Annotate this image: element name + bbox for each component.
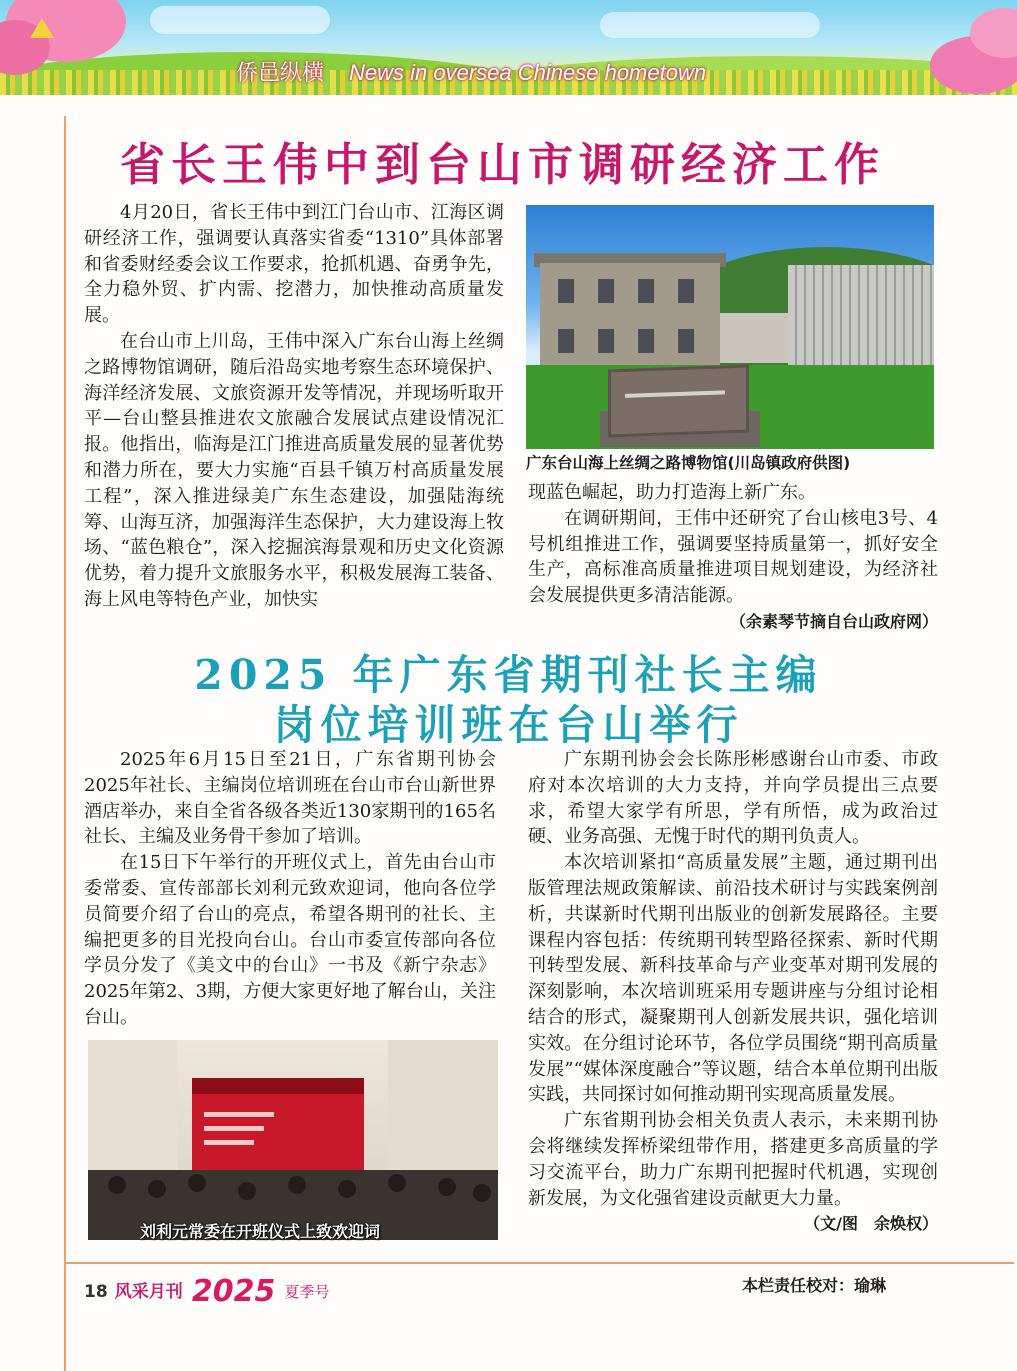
proofreader-credit: 本栏责任校对：瑜琳 (742, 1276, 887, 1295)
page-frame-horizontal (64, 1262, 1014, 1264)
article1-paragraph: 4月20日，省长王伟中到江门台山市、江海区调研经济工作，强调要认真落实省委“1310”具体部署和省委财经委会议工作要求，抢抓机遇、奋勇争先，全力稳外贸、扩内需、挖潜力，加快推动高质量发展。 (84, 202, 504, 327)
article2-paragraph: 2025年6月15日至21日，广东省期刊协会2025年社长、主编岗位培训班在台山市台山新世界酒店举办，来自全省各级各类近130家期刊的165名社长、主编及业务骨干参加了培训。 (84, 749, 496, 848)
section-title-en: News in oversea Chinese hometown (349, 60, 707, 85)
article1-paragraph: 在台山市上川岛，王伟中深入广东台山海上丝绸之路博物馆调研，随后沿岛实地考察生态环境保护、海洋经济发展、文旅资源开发等情况，并现场听取开平—台山整县推进农文旅融合发展试点建设情况汇报。他指出，临海是江门推进高质量发展的显著优势和潜力所在，要大力实施“百县千镇万村高质量发展工程”，深入推进绿美广东生态建设，加强陆海统筹、山海互济，加强海洋生态保护，大力建设海上牧场、“蓝色粮仓”，深入挖掘滨海景观和历史文化资源优势，着力提升文旅服务水平，积极发展海工装备、海上风电等特色产业，加快实 (84, 330, 504, 610)
article2-paragraph: 广东省期刊协会相关负责人表示，未来期刊协会将继续发挥桥梁纽带作用，搭建更多高质量的学习交流平台，助力广东期刊把握时代机遇，实现创新发展，为文化强省建设贡献更大力量。 (528, 1110, 938, 1209)
photo-window (678, 329, 694, 353)
photo-stage-screen (192, 1078, 364, 1178)
article1-photo-museum (526, 205, 934, 449)
photo-window (678, 279, 694, 303)
header-banner (0, 0, 1017, 95)
photo-building-lattice (788, 265, 934, 375)
article2-credit: （文/图 余焕权） (804, 1214, 938, 1234)
photo-window (598, 279, 614, 303)
cloud-decoration (150, 6, 330, 34)
article2-title-line2: 岗位培训班在台山举行 (273, 701, 744, 749)
article1-column-right (528, 480, 938, 635)
article1-title: 省长王伟中到台山市调研经济工作 (120, 138, 886, 191)
page-footer (84, 1270, 330, 1309)
cloud-decoration (600, 12, 820, 38)
photo-window (558, 279, 574, 303)
page-number: 18 (84, 1282, 108, 1302)
photo-window (558, 329, 574, 353)
photo-window (638, 279, 654, 303)
article1-column-left (84, 200, 504, 613)
photo-window (638, 329, 654, 353)
magazine-issue: 夏季号 (284, 1283, 330, 1301)
magazine-name: 风采月刊 (114, 1282, 183, 1302)
section-title (236, 56, 706, 87)
article2-column-right (528, 747, 938, 1237)
kite-icon (30, 18, 54, 38)
article2-photo-caption: 刘利元常委在开班仪式上致欢迎词 (140, 1222, 381, 1241)
section-title-cn: 侨邑纵横 (236, 61, 325, 86)
magazine-year: 2025 (191, 1274, 276, 1309)
article2-photo-ceremony (88, 1040, 498, 1240)
article2-paragraph: 在15日下午举行的开班仪式上，首先由台山市委常委、宣传部部长刘利元致欢迎词，他向各位学员简要介绍了台山的亮点，希望各期刊的社长、主编把更多的目光投向台山。台山市委宣传部向各位学员分发了《美文中的台山》一书及《新宁杂志》2025年第2、3期，方便大家更好地了解台山，关注台山。 (84, 852, 496, 1028)
photo-museum-sign (608, 365, 749, 438)
photo-building (540, 263, 720, 373)
article1-credit: （余素琴节摘自台山政府网） (729, 611, 938, 631)
article2-paragraph: 广东期刊协会会长陈彤彬感谢台山市委、市政府对本次培训的大力支持，并向学员提出三点要求，希望大家学有所思，学有所悟，成为政治过硬、业务高强、无愧于时代的期刊负责人。 (528, 749, 938, 848)
article1-photo-caption: 广东台山海上丝绸之路博物馆(川岛镇政府供图) (526, 454, 851, 472)
article1-paragraph-continued: 现蓝色崛起，助力打造海上新广东。 (528, 482, 816, 503)
article2-column-left (84, 747, 496, 1031)
article2-paragraph: 本次培训紧扣“高质量发展”主题，通过期刊出版管理法规政策解读、前沿技术研讨与实践案例剖析，共谋新时代期刊出版业的创新发展路径。主要课程内容包括：传统期刊转型路径探索、新时代期刊转型发展、新科技革命与产业变革对期刊发展的深刻影响，本次培训班采用专题讲座与分组讨论相结合的形式，凝聚期刊人创新发展共识，强化培训实效。在分组讨论环节，各位学员围绕“期刊高质量发展”“媒体深度融合”等议题，结合本单位期刊出版实践，共同探讨如何推动期刊实现高质量发展。 (528, 852, 938, 1106)
article2-title-line1: 2025 年广东省期刊社长主编 (194, 651, 823, 699)
photo-window (598, 329, 614, 353)
article1-paragraph: 在调研期间，王伟中还研究了台山核电3号、4号机组推进工作，强调要坚持质量第一，抓好安全生产，高标准高质量推进项目规划建设，为经济社会发展提供更多清洁能源。 (528, 507, 938, 607)
